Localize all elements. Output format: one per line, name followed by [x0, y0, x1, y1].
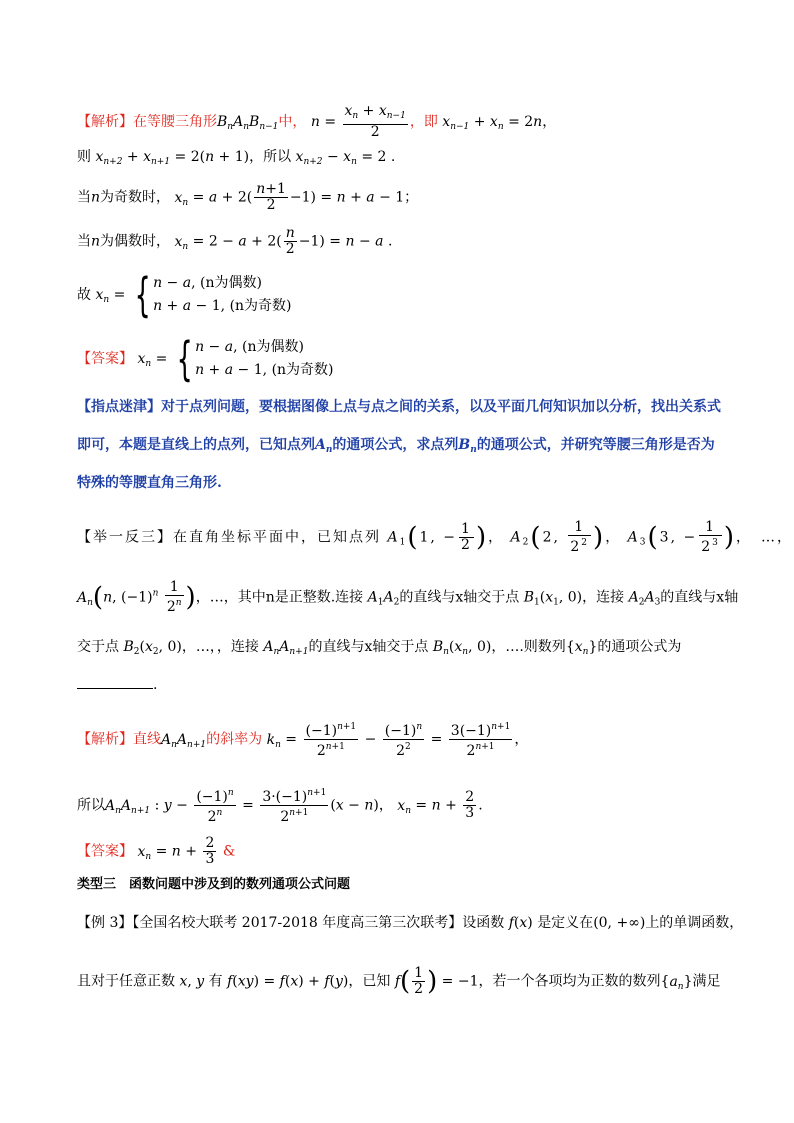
answer-tag: 【答案】 — [77, 351, 133, 367]
fraction: $\frac{2}{3}$ — [205, 835, 215, 867]
cases: n − a, (n为偶数) n + a − 1, (n为奇数) — [195, 339, 334, 378]
analysis1-line2: 则 $x_{n+2} + x_{n+1} = 2(n + 1)$，所以 $x_{n+2} - x_n = 2$ . — [77, 149, 396, 167]
answer2: 【答案】 $x_n = n$ + $\frac{2}{3}$ & — [77, 835, 236, 867]
fraction: $\frac{n+1}{2}$ — [256, 181, 286, 213]
example-tag: 【举一反三】 — [77, 529, 173, 546]
fraction: $\frac{(-1)^n}{2^2}$ — [384, 722, 423, 759]
analysis2-line2: 所以$A_nA_{n+1}$ : y − $\frac{(-1)^n}{2^n}$ = $\frac{3\cdot(-1)^{n+1}}{2^{n+1}}$ (x − n)， $x_n = n$ + $\frac{2}{3}$ . — [77, 788, 483, 825]
fraction: $\frac{(-1)^n}{2^n}$ — [196, 788, 234, 825]
left-brace: { — [176, 332, 193, 386]
answer1: 【答案】 $x_n$ = { n − a, (n为偶数) n + a − 1, (n为奇数) — [77, 332, 334, 386]
example3-line3: 交于点 $B_2(x_2$, 0)，…，，连接 $A_nA_{n+1}$的直线与x轴交于点 $B_n(x_n$, 0)，….则数列$\{x_n\}$的通项公式为 — [77, 639, 682, 657]
section-heading: 类型三 函数问题中涉及到的数列通项公式问题 — [77, 877, 351, 892]
analysis1-line4: 当n为偶数时， $x_n = 2 - a + 2$( $\frac{n}{2}$ −1) = n − a . — [77, 225, 393, 257]
example-li3-line1: 【例 3】【全国名校大联考 2017-2018 年度高三第三次联考】设函数 f(x) 是定义在(0, +∞)上的单调函数， — [77, 915, 744, 931]
example3-line1: 【举一反三】在直角坐标平面中，已知点列 $A_1(1$, − $\frac{1}{2}$ )， $A_2(2$, $\frac{1}{2^2}$ )， $A_3(3$, − $\frac{1}{2^3}$ )， …， — [77, 519, 794, 555]
example-li3-line2: 且对于任意正数 x, y 有 f(xy) = f(x) + f(y)，已知 f( $\frac{1}{2}$ ) = −1，若一个各项均为正数的数列$\{a_n\}$满足 — [77, 965, 721, 997]
fraction: $\frac{x_n + x_{n-1}}{2}$ — [344, 103, 406, 140]
fraction: $\frac{2}{3}$ — [465, 789, 475, 821]
analysis2-line1: 【解析】直线$A_nA_{n+1}$的斜率为 $k_n$ = $\frac{(-1)^{n+1}}{2^{n+1}}$ − $\frac{(-1)^n}{2^2}$ = $\frac{3(-1)^{n+1}}{2^{n+1}}$ ， — [77, 722, 529, 759]
tip-tag: 【指点迷津】 — [77, 399, 161, 415]
fraction: $\frac{n}{2}$ — [285, 225, 295, 257]
answer-blank-line: . — [77, 674, 157, 696]
left-brace: { — [134, 268, 151, 322]
example-tag: 【例 3】【全国名校大联考 2017-2018 年度高三第三次联考】 — [77, 915, 463, 931]
answer-tag: 【答案】 — [77, 843, 133, 860]
analysis1-line5: 故 $x_n$ = { n − a, (n为偶数) n + a − 1, (n为奇数) — [77, 268, 292, 322]
fraction: $\frac{3(-1)^{n+1}}{2^{n+1}}$ — [450, 722, 511, 759]
analysis1-line1: 【解析】在等腰三角形$B_nA_nB_{n-1}$中， n = $\frac{x_n + x_{n-1}}{2}$ ，即 $x_{n-1} + x_n = 2n$， — [77, 103, 557, 140]
fraction: $\frac{1}{2^n}$ — [166, 579, 182, 615]
fraction: $\frac{3\cdot(-1)^{n+1}}{2^{n+1}}$ — [262, 788, 327, 825]
fraction: $\frac{1}{2^2}$ — [570, 519, 590, 555]
tip-line1: 【指点迷津】对于点列问题，要根据图像上点与点之间的关系，以及平面几何知识加以分析，找出关系式 — [77, 399, 721, 415]
tip-line2: 即可，本题是直线上的点列，已知点列$A_n$的通项公式，求点列$B_n$的通项公式，并研究等腰三角形是否为 — [77, 437, 715, 455]
example3-line2: $A_n(n$, $(-1)^n$ $\frac{1}{2^n}$ )，…，其中n是正整数.连接 $A_1A_2$的直线与x轴交于点 $B_1(x_1$, 0)，连接 $A_2A_3$的直线与x轴 — [77, 579, 739, 615]
fraction: $\frac{1}{2^3}$ — [701, 519, 720, 555]
fraction: $\frac{(-1)^{n+1}}{2^{n+1}}$ — [305, 722, 357, 759]
analysis1-line3: 当n为奇数时， $x_n = a + 2$( $\frac{n+1}{2}$ −1) = n + a − 1； — [77, 181, 419, 213]
tip-line3: 特殊的等腰直角三角形. — [77, 475, 222, 491]
analysis-tag: 【解析】 — [77, 731, 133, 748]
answer-blank — [77, 674, 153, 689]
cases: n − a, (n为偶数) n + a − 1, (n为奇数) — [153, 275, 292, 314]
analysis-tag: 【解析】 — [77, 114, 133, 130]
fraction: $\frac{1}{2}$ — [461, 521, 472, 553]
fraction: $\frac{1}{2}$ — [414, 965, 424, 997]
